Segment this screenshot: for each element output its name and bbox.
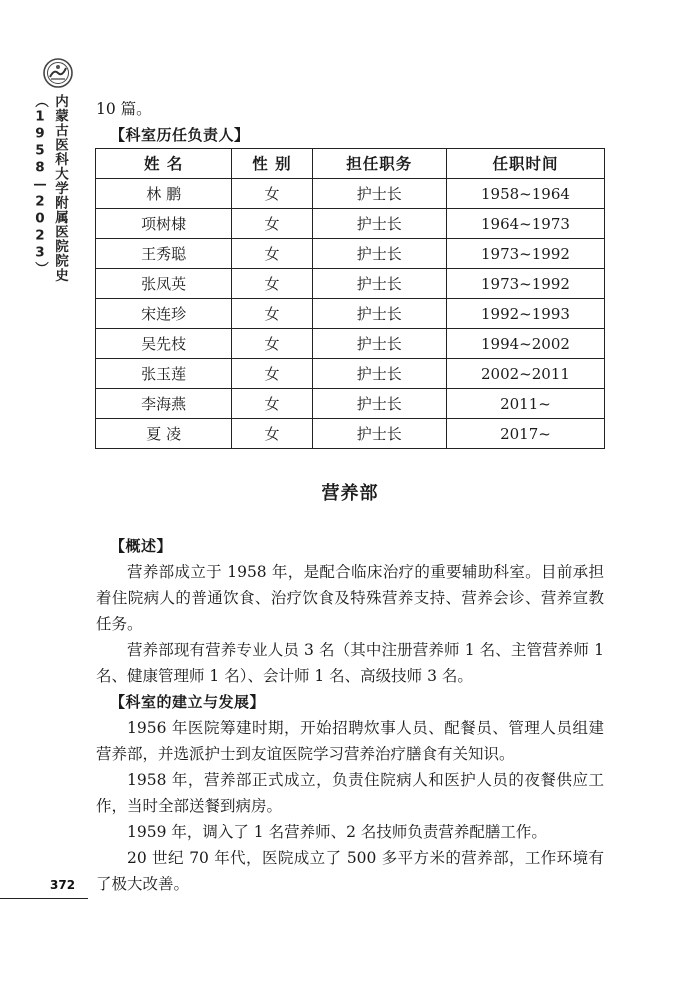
table-row (96, 329, 605, 359)
overview-paragraph-1: 营养部成立于 1958 年，是配合临床治疗的重要辅助科室。目前承担着住院病人的普通饮食、治疗饮食及特殊营养支持、营养会诊、营养宣教任务。 (96, 563, 604, 633)
cell-gender: 女 (232, 419, 312, 449)
table-row (96, 239, 605, 269)
table-row (96, 209, 605, 239)
history-paragraph-2: 1958 年，营养部正式成立，负责住院病人和医护人员的夜餐供应工作，当时全部送餐到病房。 (96, 771, 604, 815)
table-row (96, 179, 605, 209)
main-text (96, 96, 604, 897)
overview-heading: 【概述】 (110, 537, 173, 555)
table-row (96, 419, 605, 449)
cell-gender: 女 (232, 299, 312, 329)
cell-name: 项树棣 (96, 209, 232, 239)
cell-term: 2002~2011 (446, 359, 604, 389)
cell-position: 护士长 (312, 179, 446, 209)
cell-position: 护士长 (312, 389, 446, 419)
cell-name: 宋连珍 (96, 299, 232, 329)
cell-position: 护士长 (312, 239, 446, 269)
cell-term: 1958~1964 (446, 179, 604, 209)
cell-name: 张玉莲 (96, 359, 232, 389)
cell-position: 护士长 (312, 419, 446, 449)
table-row (96, 269, 605, 299)
cell-gender: 女 (232, 389, 312, 419)
page-number: 372 (50, 878, 76, 892)
cell-term: 1964~1973 (446, 209, 604, 239)
intro-line: 10 篇。 (96, 100, 152, 118)
cell-gender: 女 (232, 269, 312, 299)
column-header-term: 任职时间 (446, 149, 604, 179)
book-title-vertical: 内蒙古医科大学附属医院院史（1958—2023） (32, 94, 68, 283)
cell-name: 李海燕 (96, 389, 232, 419)
history-paragraph-4: 20 世纪 70 年代，医院成立了 500 多平方米的营养部，工作环境有了极大改善。 (96, 849, 604, 893)
cell-name: 张凤英 (96, 269, 232, 299)
cell-term: 1973~1992 (446, 269, 604, 299)
cell-name: 吴先枝 (96, 329, 232, 359)
cell-gender: 女 (232, 179, 312, 209)
history-heading: 【科室的建立与发展】 (110, 693, 266, 711)
cell-position: 护士长 (312, 329, 446, 359)
overview-paragraph-2: 营养部现有营养专业人员 3 名（其中注册营养师 1 名、主管营养师 1 名、健康管理师 1 名）、会计师 1 名、高级技师 3 名。 (96, 641, 604, 685)
cell-position: 护士长 (312, 299, 446, 329)
footer-rule (0, 898, 88, 899)
column-header-name: 姓 名 (96, 149, 232, 179)
leaders-heading: 【科室历任负责人】 (110, 126, 250, 144)
university-logo-icon (43, 58, 73, 88)
cell-gender: 女 (232, 329, 312, 359)
cell-term: 2017~ (446, 419, 604, 449)
cell-position: 护士长 (312, 209, 446, 239)
cell-term: 1973~1992 (446, 239, 604, 269)
table-row (96, 299, 605, 329)
table-header-row (96, 149, 605, 179)
cell-position: 护士长 (312, 359, 446, 389)
history-paragraph-3: 1959 年，调入了 1 名营养师、2 名技师负责营养配膳工作。 (127, 823, 547, 841)
department-title: 营养部 (321, 483, 379, 504)
cell-position: 护士长 (312, 269, 446, 299)
column-header-gender: 性 别 (232, 149, 312, 179)
cell-gender: 女 (232, 359, 312, 389)
table-row (96, 389, 605, 419)
table-row (96, 359, 605, 389)
column-header-position: 担任职务 (312, 149, 446, 179)
history-paragraph-1: 1956 年医院筹建时期，开始招聘炊事人员、配餐员、管理人员组建营养部，并选派护士到友谊医院学习营养治疗膳食有关知识。 (96, 719, 604, 763)
cell-term: 2011~ (446, 389, 604, 419)
cell-name: 夏 凌 (96, 419, 232, 449)
cell-term: 1992~1993 (446, 299, 604, 329)
cell-gender: 女 (232, 239, 312, 269)
cell-name: 王秀聪 (96, 239, 232, 269)
cell-name: 林 鹏 (96, 179, 232, 209)
leaders-table (95, 148, 605, 449)
cell-gender: 女 (232, 209, 312, 239)
cell-term: 1994~2002 (446, 329, 604, 359)
